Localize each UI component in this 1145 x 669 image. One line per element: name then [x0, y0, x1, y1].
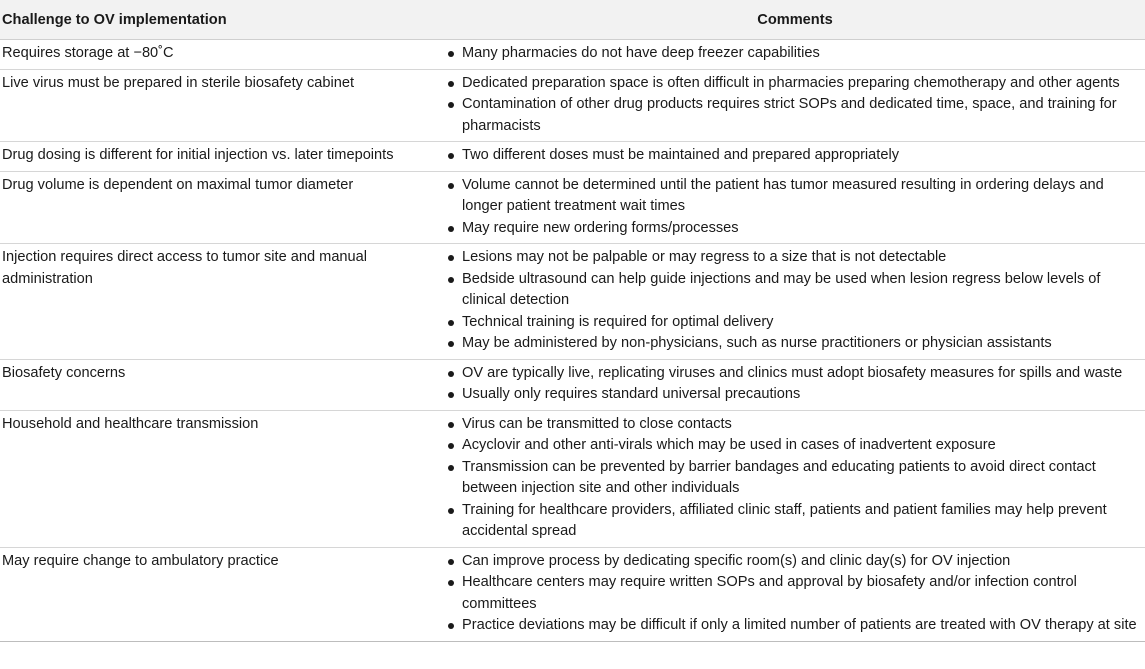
comments-cell	[445, 69, 1145, 142]
header-row	[0, 0, 1145, 40]
header-challenge: Challenge to OV implementation	[0, 0, 445, 40]
challenge-cell: Drug volume is dependent on maximal tumor diameter	[0, 171, 445, 244]
comment-item: May be administered by non-physicians, such as nurse practitioners or physician assistants	[445, 333, 1145, 355]
comment-item: Technical training is required for optimal delivery	[445, 312, 1145, 334]
table-row	[0, 410, 1145, 547]
comment-list	[445, 247, 1145, 355]
comment-item: Dedicated preparation space is often difficult in pharmacies preparing chemotherapy and other agents	[445, 73, 1145, 95]
comment-list	[445, 175, 1145, 240]
comments-cell	[445, 547, 1145, 641]
comment-item: Lesions may not be palpable or may regress to a size that is not detectable	[445, 247, 1145, 269]
challenge-cell: Injection requires direct access to tumor site and manual administration	[0, 244, 445, 360]
challenge-cell: Household and healthcare transmission	[0, 410, 445, 547]
comment-item: Transmission can be prevented by barrier bandages and educating patients to avoid direct contact between injection site and other individuals	[445, 457, 1145, 500]
table-body	[0, 40, 1145, 642]
challenge-cell: Live virus must be prepared in sterile biosafety cabinet	[0, 69, 445, 142]
table-row	[0, 171, 1145, 244]
challenge-cell: May require change to ambulatory practice	[0, 547, 445, 641]
comment-list	[445, 43, 1145, 65]
header-comments: Comments	[445, 0, 1145, 40]
challenge-cell: Biosafety concerns	[0, 359, 445, 410]
comment-item: Usually only requires standard universal precautions	[445, 384, 1145, 406]
table-row	[0, 359, 1145, 410]
table-row	[0, 40, 1145, 70]
comment-item: Bedside ultrasound can help guide injections and may be used when lesion regress below levels of clinical detection	[445, 269, 1145, 312]
table-row	[0, 244, 1145, 360]
comment-item: May require new ordering forms/processes	[445, 218, 1145, 240]
comment-item: OV are typically live, replicating viruses and clinics must adopt biosafety measures for spills and waste	[445, 363, 1145, 385]
comment-item: Two different doses must be maintained and prepared appropriately	[445, 145, 1145, 167]
table-row	[0, 142, 1145, 172]
comments-cell	[445, 40, 1145, 70]
table-row	[0, 69, 1145, 142]
comment-list	[445, 145, 1145, 167]
comment-item: Acyclovir and other anti-virals which may be used in cases of inadvertent exposure	[445, 435, 1145, 457]
comment-item: Many pharmacies do not have deep freezer capabilities	[445, 43, 1145, 65]
challenge-cell: Requires storage at −80˚C	[0, 40, 445, 70]
comments-cell	[445, 410, 1145, 547]
comment-item: Can improve process by dedicating specific room(s) and clinic day(s) for OV injection	[445, 551, 1145, 573]
comment-item: Healthcare centers may require written SOPs and approval by biosafety and/or infection control committees	[445, 572, 1145, 615]
comment-item: Virus can be transmitted to close contacts	[445, 414, 1145, 436]
comment-item: Contamination of other drug products requires strict SOPs and dedicated time, space, and training for pharmacists	[445, 94, 1145, 137]
comment-list	[445, 551, 1145, 637]
comments-cell	[445, 171, 1145, 244]
comment-list	[445, 363, 1145, 406]
comment-item: Training for healthcare providers, affiliated clinic staff, patients and patient families may help prevent accidental spread	[445, 500, 1145, 543]
table-row	[0, 547, 1145, 641]
comment-list	[445, 73, 1145, 138]
table-header	[0, 0, 1145, 40]
comment-list	[445, 414, 1145, 543]
comment-item: Volume cannot be determined until the patient has tumor measured resulting in ordering delays and longer patient treatment wait times	[445, 175, 1145, 218]
comments-cell	[445, 359, 1145, 410]
comments-cell	[445, 244, 1145, 360]
comments-cell	[445, 142, 1145, 172]
comment-item: Practice deviations may be difficult if only a limited number of patients are treated with OV therapy at site	[445, 615, 1145, 637]
challenge-cell: Drug dosing is different for initial injection vs. later timepoints	[0, 142, 445, 172]
